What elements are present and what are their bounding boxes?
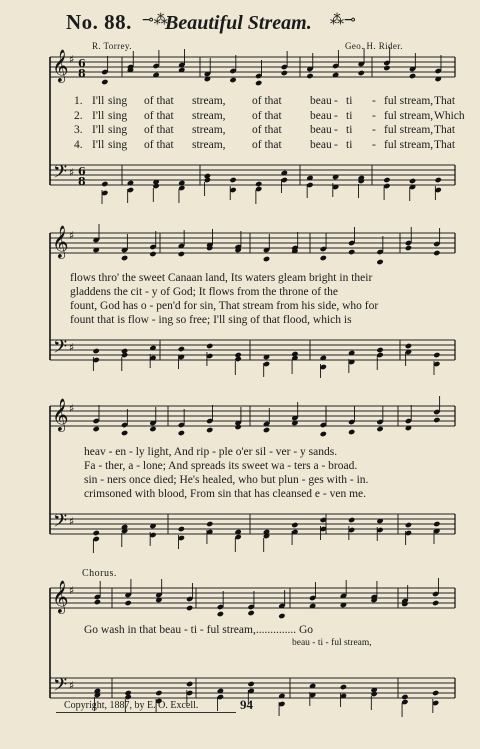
note-head (291, 522, 298, 528)
lyric-syllable: - (334, 124, 338, 136)
lyric-syllable: - (334, 95, 338, 107)
key-sharp-icon: ♯ (69, 341, 75, 354)
note-head (124, 600, 131, 606)
bass-clef-icon: 𝄢 (53, 162, 68, 187)
lyric-syllable: stream, (192, 138, 226, 151)
note-head (92, 426, 99, 432)
lyric-syllable: stream, (192, 95, 226, 107)
note-head (217, 611, 224, 617)
note-head (178, 526, 185, 532)
lyric-syllable: ti (346, 109, 353, 122)
key-sharp-icon: ♯ (69, 515, 75, 528)
note-head (376, 426, 383, 432)
lyric-syllable: That (434, 124, 456, 136)
composer-credit: Geo. H. Rider. (345, 41, 403, 51)
note-head (434, 177, 441, 183)
note-head (433, 417, 440, 423)
ornament-left-icon: ⊸⁂ (142, 13, 168, 28)
lyric-syllable: ti (346, 138, 353, 151)
chorus-lyric: Go wash in that beau - ti - ful stream,.............. Go (84, 624, 313, 636)
lyric-syllable: of that (144, 124, 174, 136)
lyric-syllable: - (372, 109, 376, 122)
lyric-syllable: sing (108, 109, 128, 122)
lyric-line-s3-v4: crimsoned with blood, From sin that has cleansed e - ven me. (84, 488, 367, 500)
lyric-syllable: beau (310, 95, 332, 107)
note-head (206, 343, 213, 349)
chorus-label: Chorus. (82, 568, 117, 579)
lyric-syllable: of that (252, 124, 282, 136)
lyric-syllable: - (334, 138, 338, 151)
lyric-syllable: sing (108, 124, 128, 136)
note-head (121, 430, 128, 436)
lyric-syllable: ful stream, (384, 95, 434, 107)
note-head (340, 684, 347, 690)
hymn-number: No. 88. (66, 10, 132, 34)
note-head (101, 79, 108, 85)
verse-number: 3. (74, 124, 83, 136)
note-head (348, 517, 355, 523)
note-head (149, 251, 156, 257)
lyric-syllable: beau (310, 109, 332, 122)
lyric-syllable: ti (346, 124, 353, 136)
note-head (94, 599, 101, 605)
verse-number: 4. (74, 138, 83, 151)
note-head (433, 352, 440, 358)
note-head (155, 690, 162, 696)
treble-clef-icon: 𝄞 (52, 398, 69, 431)
note-head (255, 181, 262, 187)
note-head (409, 178, 416, 184)
chorus-echo-lyric: beau - ti - ful stream, (292, 638, 372, 648)
lyric-syllable: I'll (92, 124, 105, 136)
treble-clef-icon: 𝄞 (52, 580, 69, 613)
note-head (234, 424, 241, 430)
key-sharp-icon: ♯ (69, 53, 75, 66)
key-sharp-icon: ♯ (69, 229, 75, 242)
note-head (376, 347, 383, 353)
lyric-syllable: beau (310, 124, 332, 136)
note-head (409, 73, 416, 79)
lyric-syllable: of that (144, 95, 174, 107)
note-head (186, 681, 193, 687)
bass-clef-icon: 𝄢 (53, 675, 68, 700)
treble-clef-icon: 𝄞 (52, 225, 69, 258)
note-head (320, 255, 327, 261)
note-head (306, 73, 313, 79)
lyric-syllable: - (372, 95, 376, 107)
lyric-line-s3-v3: sin - ners once died; He's healed, who but plun - ges with - in. (84, 474, 369, 486)
hymn-title: Beautiful Stream. (165, 12, 312, 34)
lyric-syllable: Which (434, 109, 465, 122)
note-head (206, 521, 213, 527)
lyric-syllable: of that (252, 95, 282, 107)
note-head (432, 600, 439, 606)
note-head (405, 245, 412, 251)
lyric-syllable: of that (144, 138, 174, 151)
bass-clef-icon: 𝄢 (53, 337, 68, 362)
lyric-line-s3-v2: Fa - ther, a - lone; And spreads its sweet wa - ters a - broad. (84, 460, 358, 472)
ornament-right-icon: ⁂⊸ (330, 13, 356, 28)
lyric-syllable: - (334, 109, 338, 122)
note-head (383, 177, 390, 183)
note-head (92, 348, 99, 354)
note-head (401, 694, 408, 700)
time-signature-top: 6 (78, 165, 86, 178)
key-sharp-icon: ♯ (69, 166, 75, 179)
lyric-syllable: ti (346, 95, 353, 107)
lyric-syllable: of that (144, 109, 174, 122)
lyric-syllable: beau (310, 138, 332, 151)
lyric-line-s2-v2: gladdens the cit - y of God; It flows from the throne of the (70, 286, 338, 298)
note-head (247, 610, 254, 616)
key-sharp-icon: ♯ (69, 679, 75, 692)
note-head (178, 346, 185, 352)
note-head (281, 70, 288, 76)
lyric-syllable: of that (252, 138, 282, 151)
lyric-syllable: ful stream, (384, 138, 434, 151)
lyric-syllable: ful stream, (384, 109, 434, 122)
time-signature-bottom: 8 (78, 67, 86, 80)
note-head (383, 65, 390, 71)
key-sharp-icon: ♯ (69, 402, 75, 415)
note-head (376, 259, 383, 265)
lyric-syllable: sing (108, 138, 128, 151)
lyric-syllable: of that (252, 109, 282, 122)
key-sharp-icon: ♯ (69, 584, 75, 597)
lyric-syllable: That (434, 138, 456, 151)
note-head (348, 429, 355, 435)
copyright-notice: Copyright, 1887, by E. O. Excell. (64, 700, 199, 711)
note-head (433, 521, 440, 527)
lyric-line-s2-v1: flows thro' the sweet Canaan land, Its waters gleam bright in their (70, 272, 373, 284)
note-head (433, 250, 440, 256)
note-head (247, 681, 254, 687)
note-head (320, 431, 327, 437)
time-signature-top: 6 (78, 57, 86, 70)
note-head (178, 251, 185, 257)
lyric-syllable: stream, (192, 124, 226, 136)
lyricist-credit: R. Torrey. (92, 41, 132, 51)
note-head (405, 343, 412, 349)
note-head (405, 522, 412, 528)
verse-number: 2. (74, 109, 83, 122)
note-head (149, 426, 156, 432)
lyric-syllable: ful stream, (384, 124, 434, 136)
time-signature-bottom: 8 (78, 175, 86, 188)
lyric-line-s3-v1: heav - en - ly light, And rip - ple o'er sil - ver - y sands. (84, 446, 338, 458)
lyric-syllable: I'll (92, 95, 105, 107)
note-head (92, 530, 99, 536)
note-head (178, 430, 185, 436)
note-head (255, 80, 262, 86)
note-head (206, 427, 213, 433)
page-number: 94 (240, 697, 253, 712)
note-head (229, 77, 236, 83)
bass-clef-icon: 𝄢 (53, 511, 68, 536)
lyric-syllable: I'll (92, 138, 105, 151)
note-head (278, 613, 285, 619)
lyric-syllable: That (434, 95, 456, 107)
lyric-syllable: - (372, 124, 376, 136)
lyric-syllable: stream, (192, 109, 226, 122)
note-head (432, 690, 439, 696)
note-head (263, 427, 270, 433)
note-head (358, 70, 365, 76)
lyric-line-s2-v3: fount, God has o - pen'd for sin, That stream from his side, who for (70, 300, 379, 312)
treble-clef-icon: 𝄞 (52, 49, 69, 82)
lyric-line-s2-v4: fount that is flow - ing so free; I'll sing of that flood, which is (70, 314, 352, 326)
note-head (348, 249, 355, 255)
note-head (121, 255, 128, 261)
verse-number: 1. (74, 95, 83, 107)
lyric-syllable: - (372, 138, 376, 151)
note-head (101, 181, 108, 187)
footer-rule (56, 712, 236, 713)
note-head (229, 177, 236, 183)
lyric-syllable: sing (108, 95, 128, 107)
note-head (186, 605, 193, 611)
lyric-syllable: I'll (92, 109, 105, 122)
note-head (263, 256, 270, 262)
